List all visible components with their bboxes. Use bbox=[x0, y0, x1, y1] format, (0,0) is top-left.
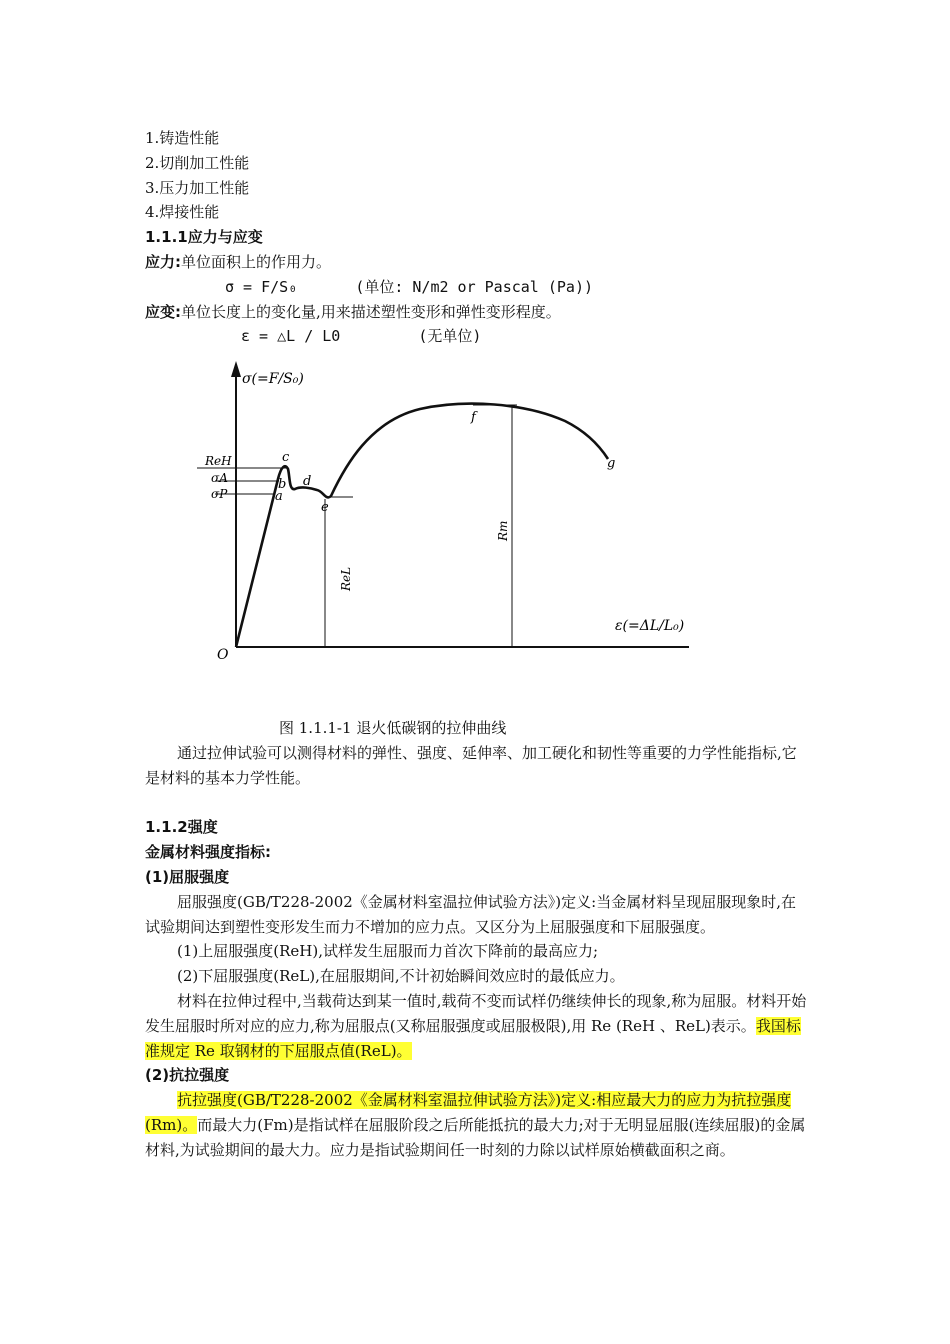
tensile-paragraph-text: 而最大力(Fm)是指试样在屈服阶段之后所能抵抗的最大力;对于无明显屈服(连续屈服)的金属材料,为试验期间的最大力。应力是指试验期间任一时刻的力除以试样原始横截面积之商。 bbox=[145, 1115, 806, 1159]
rel-label: ReL bbox=[339, 567, 353, 592]
point-b-label: b bbox=[278, 477, 287, 493]
section-heading-1-1-2: 1.1.2强度 bbox=[145, 818, 218, 837]
list-item: 2.切削加工性能 bbox=[145, 153, 250, 172]
stress-strain-diagram bbox=[145, 351, 705, 716]
sigma-a-label: σA bbox=[211, 471, 228, 486]
sigma-p-label: σP bbox=[211, 487, 228, 502]
origin-label: O bbox=[217, 647, 229, 664]
tensile-strength-heading: (2)抗拉强度 bbox=[145, 1066, 230, 1085]
strain-label: 应变: bbox=[145, 302, 181, 321]
tensile-highlight: 抗拉强度(GB/T228-2002《金属材料室温拉伸试验方法》)定义:相应最大力的应力为抗拉强度(Rm)。 bbox=[145, 1091, 792, 1134]
tensile-paragraph bbox=[145, 1088, 810, 1162]
list-item: 3.压力加工性能 bbox=[145, 178, 250, 197]
yield-paragraph-2 bbox=[145, 989, 810, 1063]
stress-formula: σ = F/S₀ bbox=[225, 277, 298, 296]
stress-unit: (单位: N/m2 or Pascal (Pa)) bbox=[355, 277, 594, 296]
rm-label: Rm bbox=[496, 520, 510, 542]
intro-paragraph: 通过拉伸试验可以测得材料的弹性、强度、延伸率、加工硬化和韧性等重要的力学性能指标,它是材料的基本力学性能。 bbox=[145, 743, 797, 787]
yield-highlight: 我国标准规定 Re 取钢材的下屈服点值(ReL)。 bbox=[145, 1016, 801, 1060]
strain-definition bbox=[145, 300, 810, 325]
strain-formula: ε = △L / L0 bbox=[241, 327, 341, 346]
list-item: 1.铸造性能 bbox=[145, 129, 220, 147]
document-page bbox=[145, 126, 810, 1163]
y-axis-arrow bbox=[231, 361, 241, 377]
metal-strength-heading: 金属材料强度指标: bbox=[145, 843, 271, 862]
point-e-label: e bbox=[321, 500, 329, 516]
point-f-label: f bbox=[471, 410, 476, 426]
point-c-label: c bbox=[282, 450, 290, 466]
point-a-label: a bbox=[275, 489, 283, 505]
yield-sub-item: (2)下屈服强度(ReL),在屈服期间,不计初始瞬间效应时的最低应力。 bbox=[177, 967, 625, 986]
x-axis-label: ε(=ΔL/L₀) bbox=[615, 618, 685, 635]
y-axis-label: σ(=F/S₀) bbox=[242, 371, 304, 388]
strain-formula-line bbox=[145, 324, 810, 349]
list-item: 4.焊接性能 bbox=[145, 203, 220, 222]
tensile-curve bbox=[236, 404, 608, 647]
stress-formula-line bbox=[145, 275, 810, 300]
stress-label: 应力: bbox=[145, 252, 181, 271]
point-g-label: g bbox=[607, 456, 616, 472]
point-d-label: d bbox=[303, 474, 312, 490]
yield-strength-heading: (1)屈服强度 bbox=[145, 867, 230, 886]
yield-paragraph-2-text: 材料在拉伸过程中,当载荷达到某一值时,载荷不变而试样仍继续伸长的现象,称为屈服。材料开始发生屈服时所对应的应力,称为屈服点(又称屈服强度或屈服极限),用 Re (ReH 、ReL)表示。 bbox=[145, 991, 807, 1035]
figure-caption: 图 1.1.1-1 退火低碳钢的拉伸曲线 bbox=[279, 719, 507, 738]
yield-paragraph: 屈服强度(GB/T228-2002《金属材料室温拉伸试验方法》)定义:当金属材料呈现屈服现象时,在试验期间达到塑性变形发生而力不增加的应力点。又区分为上屈服强度和下屈服强度。 bbox=[145, 892, 796, 936]
yield-sub-item: (1)上屈服强度(ReH),试样发生屈服而力首次下降前的最高应力; bbox=[177, 942, 599, 961]
strain-unit: (无单位) bbox=[418, 327, 482, 346]
stress-text: 单位面积上的作用力。 bbox=[181, 252, 332, 271]
stress-strain-figure bbox=[145, 351, 810, 716]
section-heading-1-1-1: 1.1.1应力与应变 bbox=[145, 228, 263, 247]
reh-label: ReH bbox=[205, 454, 232, 469]
strain-text: 单位长度上的变化量,用来描述塑性变形和弹性变形程度。 bbox=[181, 302, 561, 321]
stress-definition bbox=[145, 250, 810, 275]
